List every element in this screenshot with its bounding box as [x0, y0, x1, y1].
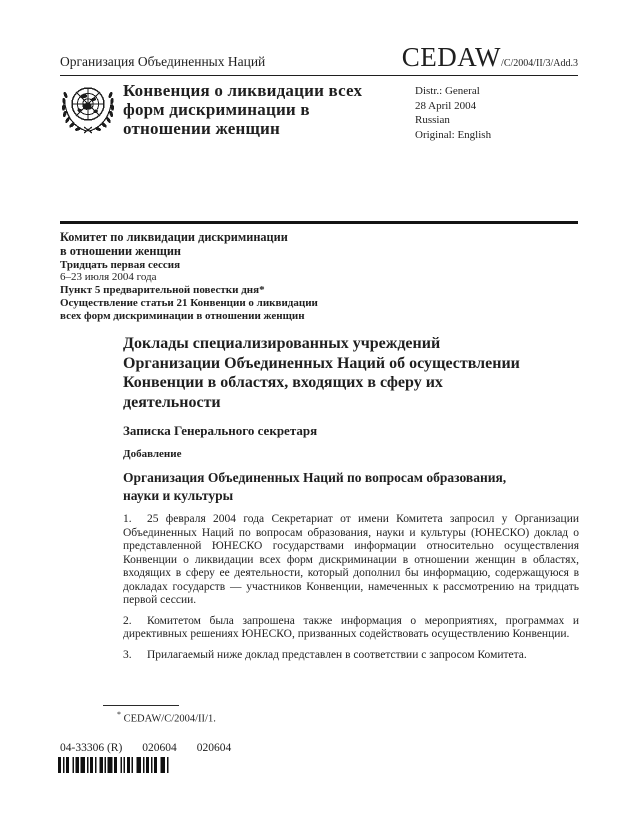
session-dates: 6–23 июля 2004 года	[60, 271, 157, 284]
section-heading-line: науки и культуры	[123, 487, 234, 503]
document-symbol	[402, 42, 578, 73]
report-title-line: деятельности	[123, 393, 221, 411]
distribution-date: 28 April 2004	[415, 99, 477, 112]
paragraph	[123, 615, 579, 642]
document-symbol-suffix: /C/2004/II/3/Add.3	[501, 58, 578, 69]
distribution-block	[415, 84, 491, 143]
committee-block	[60, 231, 318, 323]
convention-title-line: форм дискриминации в	[123, 100, 310, 119]
session-label: Тридцать первая сессия	[60, 258, 181, 271]
section-heading-line: Организация Объединенных Наций по вопросам образования,	[123, 470, 507, 485]
distribution-original: Original: English	[415, 129, 492, 142]
un-emblem-icon	[56, 80, 120, 139]
document-header	[60, 42, 578, 73]
footnote-block	[103, 705, 216, 725]
paragraph-number: 1.	[123, 513, 132, 525]
barcode	[58, 757, 169, 773]
paragraph-text: Комитетом была запрошена также информация о мероприятиях, программах и директивных решениях ЮНЕСКО, призванных содействовать осуществлению Конвенции.	[123, 614, 579, 640]
footnote-divider	[103, 705, 179, 706]
body-paragraphs	[123, 513, 579, 662]
agenda-topic-line: Осуществление статьи 21 Конвенции о ликвидации	[60, 296, 318, 309]
convention-title	[123, 81, 362, 138]
paragraph-number: 2.	[123, 614, 132, 627]
organization-name: Организация Объединенных Наций	[60, 54, 266, 69]
paragraph	[123, 649, 579, 663]
note-subtitle: Записка Генерального секретаря	[123, 423, 318, 438]
agenda-topic-line: всех форм дискриминации в отношении женщин	[60, 309, 305, 322]
section-heading	[123, 469, 579, 504]
document-symbol-main: CEDAW	[401, 42, 502, 72]
report-title-line: Конвенции в областях, входящих в сферу их	[123, 374, 443, 391]
paragraph	[123, 513, 579, 608]
main-content	[123, 334, 579, 669]
report-title-line: Организации Объединенных Наций об осуществлении	[123, 354, 520, 372]
footnote-text: CEDAW/C/2004/II/1.	[123, 713, 216, 725]
distribution-type: Distr.: General	[415, 85, 480, 97]
convention-title-line: отношении женщин	[123, 119, 281, 138]
paragraph-text: 25 февраля 2004 года Секретариат от имени Комитета запросил у Организации Объединенных Наций по вопросам образования, науки и культуры (ЮНЕСКО) доклад о представленной ЮНЕСКО государствами информации относительно осуществления Конвенции о ликвидации всех форм дискриминации в отношении женщин в областях, входящих в сферу ее деятельности, который дополнил бы информацию, содержащуюся в докладах государств — участников Конвенции, намеченных к рассмотрению на тридцать первой сессии.	[123, 513, 579, 606]
footnote	[103, 710, 216, 725]
header-divider	[60, 75, 578, 76]
committee-name-line: Комитет по ликвидации дискриминации	[60, 230, 288, 244]
job-number: 04-33306 (R)	[60, 742, 123, 754]
committee-name-line: в отношении женщин	[60, 243, 181, 258]
print-code: 020604	[142, 742, 177, 754]
convention-title-line: Конвенция о ликвидации всех	[123, 81, 363, 100]
report-title-line: Доклады специализированных учреждений	[123, 335, 441, 352]
report-title	[123, 334, 579, 412]
document-id-line	[60, 742, 251, 754]
agenda-item: Пункт 5 предварительной повестки дня*	[60, 284, 265, 297]
paragraph-number: 3.	[123, 648, 132, 661]
paragraph-text: Прилагаемый ниже доклад представлен в соответствии с запросом Комитета.	[147, 648, 527, 661]
masthead-divider	[60, 221, 578, 224]
addendum-label: Добавление	[123, 448, 182, 460]
footnote-marker: *	[117, 710, 121, 719]
print-code: 020604	[196, 742, 232, 754]
distribution-language: Russian	[415, 114, 450, 127]
